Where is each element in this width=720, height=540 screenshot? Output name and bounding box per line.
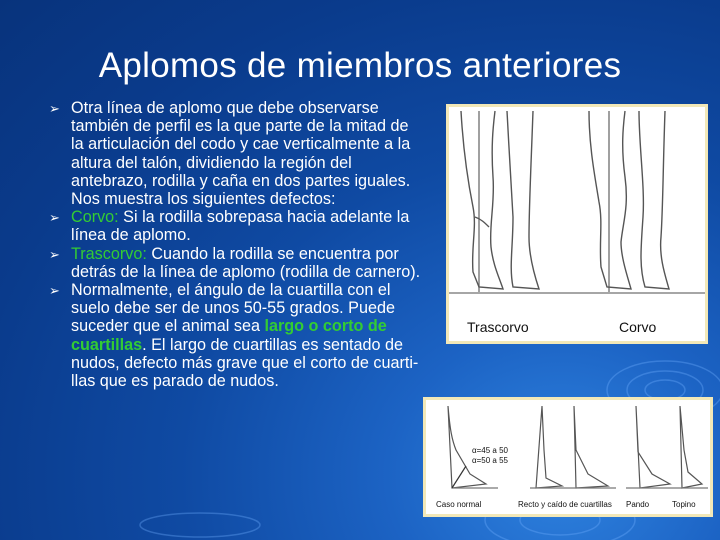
- figure-cuartillas: [423, 397, 713, 517]
- caption-topino: Topino: [672, 500, 696, 509]
- bullet-item: [50, 99, 422, 208]
- caption-pando: Pando: [626, 500, 650, 509]
- bullet-text: . El largo de cuartillas es sentado de nudos, defecto más grave que el corto de cuarti-llas que es parado de nudos.: [71, 335, 419, 391]
- caption-corvo: Corvo: [619, 319, 657, 335]
- leg-profile-drawing: [449, 107, 705, 341]
- bullet-item: [50, 208, 422, 244]
- keyword-cuartillas: largo o corto de cuartillas: [71, 317, 387, 354]
- angle-label-2: α=50 a 55: [472, 456, 508, 465]
- caption-trascorvo: Trascorvo: [467, 319, 529, 335]
- slide-title: Aplomos de miembros anteriores: [98, 46, 622, 85]
- bullet-text: Si la rodilla sobrepasa hacia adelante la línea de aplomo.: [71, 208, 410, 245]
- caption-recto-caido: Recto y caído de cuartillas: [518, 500, 612, 509]
- arrow-bullet-icon: ➢: [49, 283, 60, 299]
- bullet-text: Normalmente, el ángulo de la cuartilla con el suelo debe ser de unos 50-55 grados. Puede suceder que el animal sea: [71, 281, 395, 336]
- bullet-text: Cuando la rodilla se encuentra por detrás de la línea de aplomo (rodilla de carnero).: [71, 244, 421, 281]
- bullet-text: Otra línea de aplomo que debe observarse también de perfil es la que parte de la mitad de la articulación del codo y cae verticalmente a la altura del talón, dividiendo la región del antebrazo, rodilla y caña en dos partes iguales. Nos muestra los siguientes defectos:: [71, 99, 411, 209]
- caption-caso-normal: Caso normal: [436, 500, 482, 509]
- arrow-bullet-icon: ➢: [49, 101, 60, 116]
- figure-trascorvo-corvo: [446, 104, 708, 344]
- pastern-angle-drawing: [426, 400, 710, 514]
- bullet-list: [50, 99, 422, 390]
- arrow-bullet-icon: ➢: [49, 210, 60, 226]
- bullet-item: [50, 281, 422, 390]
- keyword-trascorvo: Trascorvo:: [71, 244, 147, 263]
- bullet-item: [50, 245, 422, 281]
- keyword-corvo: Corvo:: [71, 208, 119, 227]
- arrow-bullet-icon: ➢: [49, 246, 60, 262]
- angle-label-1: α=45 a 50: [472, 446, 508, 455]
